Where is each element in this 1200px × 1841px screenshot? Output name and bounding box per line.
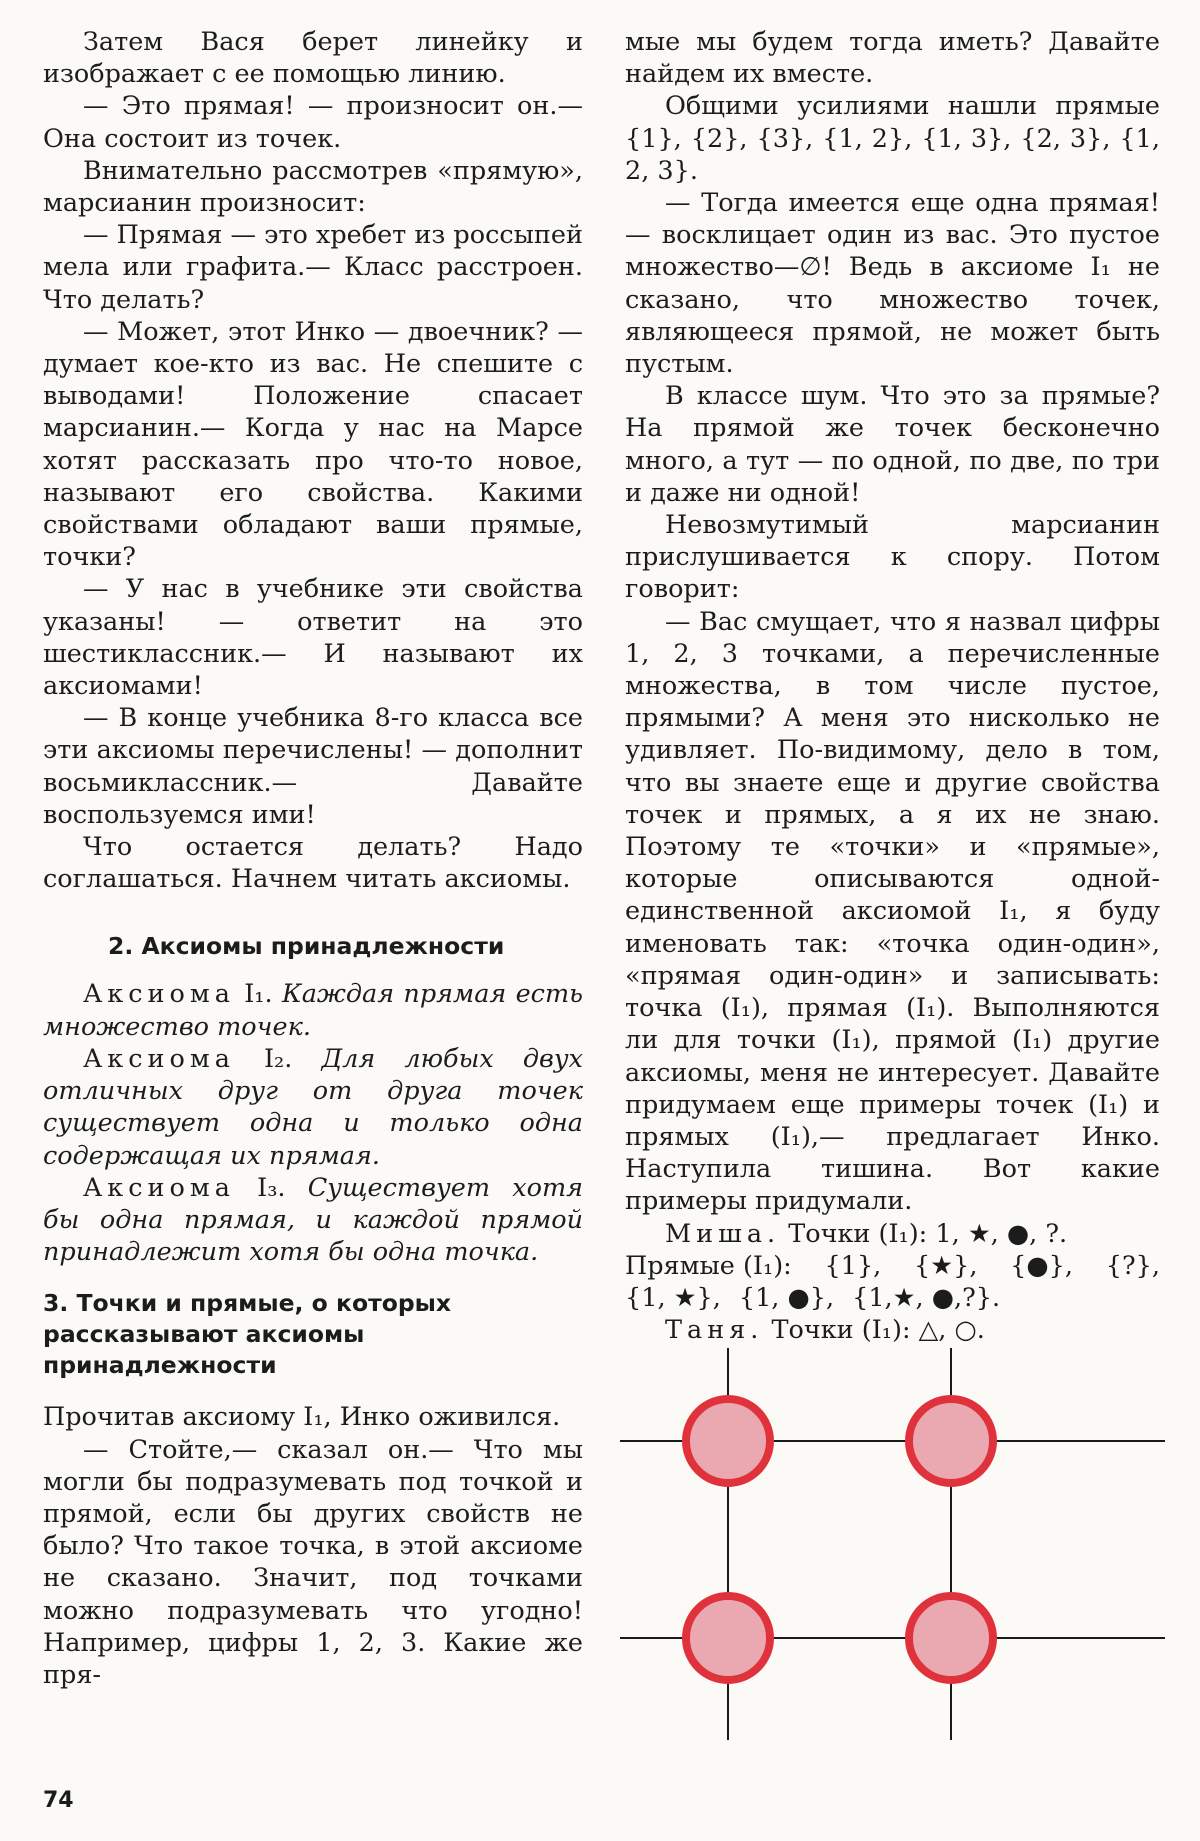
paragraph: — В конце учебника 8-го класса все эти аксиомы перечислены! — дополнит восьмиклассник.— Давайте воспользуемся ими! — [43, 703, 583, 830]
example-line: {1, ★}, — [625, 1282, 721, 1313]
section-title-line: принадлежности — [43, 1351, 277, 1380]
page-number: 74 — [43, 1788, 74, 1813]
axiom-text: Для любых двух отличных друг от друга точек существует одна и только одна содержащая их прямая. — [43, 1043, 583, 1171]
axiom-text: Каждая прямая есть множество точек. — [43, 979, 584, 1042]
point-circle — [686, 1596, 770, 1680]
dots-grid-figure — [620, 1348, 1165, 1740]
left-column — [43, 26, 583, 1691]
paragraph: — Прямая — это хребет из россыпей мела или графита.— Класс расстроен. Что делать? — [43, 220, 584, 315]
axiom-3 — [43, 1172, 583, 1269]
paragraph: — У нас в учебнике эти свойства указаны! — ответит на это шестиклассник.— И называют их аксиомами! — [43, 574, 583, 702]
right-column — [625, 26, 1160, 1346]
example-points: Точки (I₁): 1, ★, ●, ?. — [788, 1218, 1068, 1249]
example-points: Точки (I₁): △, ○. — [771, 1315, 985, 1346]
axiom-text: Существует хотя бы одна прямая, и каждой прямой принадлежит хотя бы одна точка. — [43, 1172, 584, 1268]
paragraph: Внимательно рассмотрев «прямую», марсианин произносит: — [43, 155, 583, 219]
axiom-label: Аксиома — [83, 979, 235, 1010]
paragraph: — Вас смущает, что я назвал цифры 1, 2, 3 точками, а перечисленные множества, в том числе пустое, прямыми? А меня это нисколько не удивляет. По-видимому, дело в том, что вы знаете еще и другие свойства точек и прямых, а я их не знаю. Поэтому те «точки» и «прямые», которые описываются одной-единственной аксиомой I₁, я буду именовать так: «точка один-один», «прямая один-один» и записывать: точка (I₁), прямая (I₁). Выполняются ли для точки (I₁), прямой (I₁) другие аксиомы, меня не интересует. Давайте придумаем еще примеры точек (I₁) и прямых (I₁),— предлагает Инко. Наступила тишина. Вот какие примеры придумали. — [625, 606, 1160, 1217]
paragraph: — Тогда имеется еще одна прямая! — восклицает один из вас. Это пустое множество—∅! Ведь в аксиоме I₁ не сказано, что множество точек, являющееся прямой, не может быть пустым. — [625, 188, 1160, 380]
paragraph: — Стойте,— сказал он.— Что мы могли бы подразумевать под точкой и прямой, если бы других свойств не было? Что такое точка, в этой аксиоме не сказано. Значит, под точками можно подразумевать что угодно! Например, цифры 1, 2, 3. Какие же пря- — [43, 1434, 583, 1690]
paragraph: Прочитав аксиому I₁, Инко оживился. — [43, 1402, 561, 1433]
paragraph: В классе шум. Что это за прямые? На прямой же точек бесконечно много, а тут — по одной, по две, по три и даже ни одной! — [625, 381, 1160, 508]
paragraph: Что остается делать? Надо соглашаться. Начнем читать аксиомы. — [43, 832, 583, 895]
misha-example — [625, 1218, 1160, 1250]
paragraph: Затем Вася берет линейку и изображает с ее помощью линию. — [43, 27, 583, 90]
axiom-index: I₃. — [257, 1172, 286, 1203]
point-circle — [909, 1596, 993, 1680]
misha-lines-row-2 — [625, 1282, 1160, 1314]
axiom-index: I₁. — [244, 979, 273, 1010]
axiom-1 — [43, 978, 583, 1042]
example-line: {1}, — [824, 1250, 882, 1281]
axiom-label: Аксиома — [83, 1043, 235, 1074]
example-line: {★}, — [914, 1250, 978, 1281]
tanya-example — [625, 1314, 1160, 1346]
section-title-line: 3. Точки и прямые, о которых — [43, 1289, 452, 1318]
axiom-index: I₂. — [263, 1043, 293, 1074]
example-lines-label: Прямые (I₁): — [625, 1250, 792, 1281]
paragraph: — Может, этот Инко — двоечник? — думает кое-кто из вас. Не спешите с выводами! Положение спасает марсианин.— Когда у нас на Марсе хотят рассказать про что-то новое, называют его свойства. Какими свойствами обладают ваши прямые, точки? — [43, 316, 583, 573]
point-circle — [686, 1399, 770, 1483]
paragraph: Невозмутимый марсианин прислушивается к спору. Потом говорит: — [625, 510, 1160, 605]
paragraph: Общими усилиями нашли прямые {1}, {2}, {3}, {1, 2}, {1, 3}, {2, 3}, {1, 2, 3}. — [625, 91, 1160, 186]
example-line: {1,★, ●,?}. — [852, 1282, 1001, 1313]
section-title-line: рассказывают аксиомы — [43, 1320, 365, 1349]
paragraph: мые мы будем тогда иметь? Давайте найдем их вместе. — [625, 27, 1160, 90]
example-line: {●}, — [1010, 1250, 1073, 1281]
point-circle — [909, 1399, 993, 1483]
example-author: Таня. — [665, 1315, 764, 1346]
paragraph: — Это прямая! — произносит он.— Она состоит из точек. — [43, 91, 583, 154]
section-title — [43, 1288, 583, 1381]
example-line: {1, ●}, — [738, 1282, 835, 1313]
axiom-2 — [43, 1043, 583, 1172]
example-line: {?}, — [1105, 1250, 1160, 1281]
example-author: Миша. — [665, 1218, 781, 1249]
axiom-label: Аксиома — [83, 1172, 235, 1203]
misha-lines-row — [625, 1250, 1160, 1282]
section-title: 2. Аксиомы принадлежности — [108, 932, 505, 961]
